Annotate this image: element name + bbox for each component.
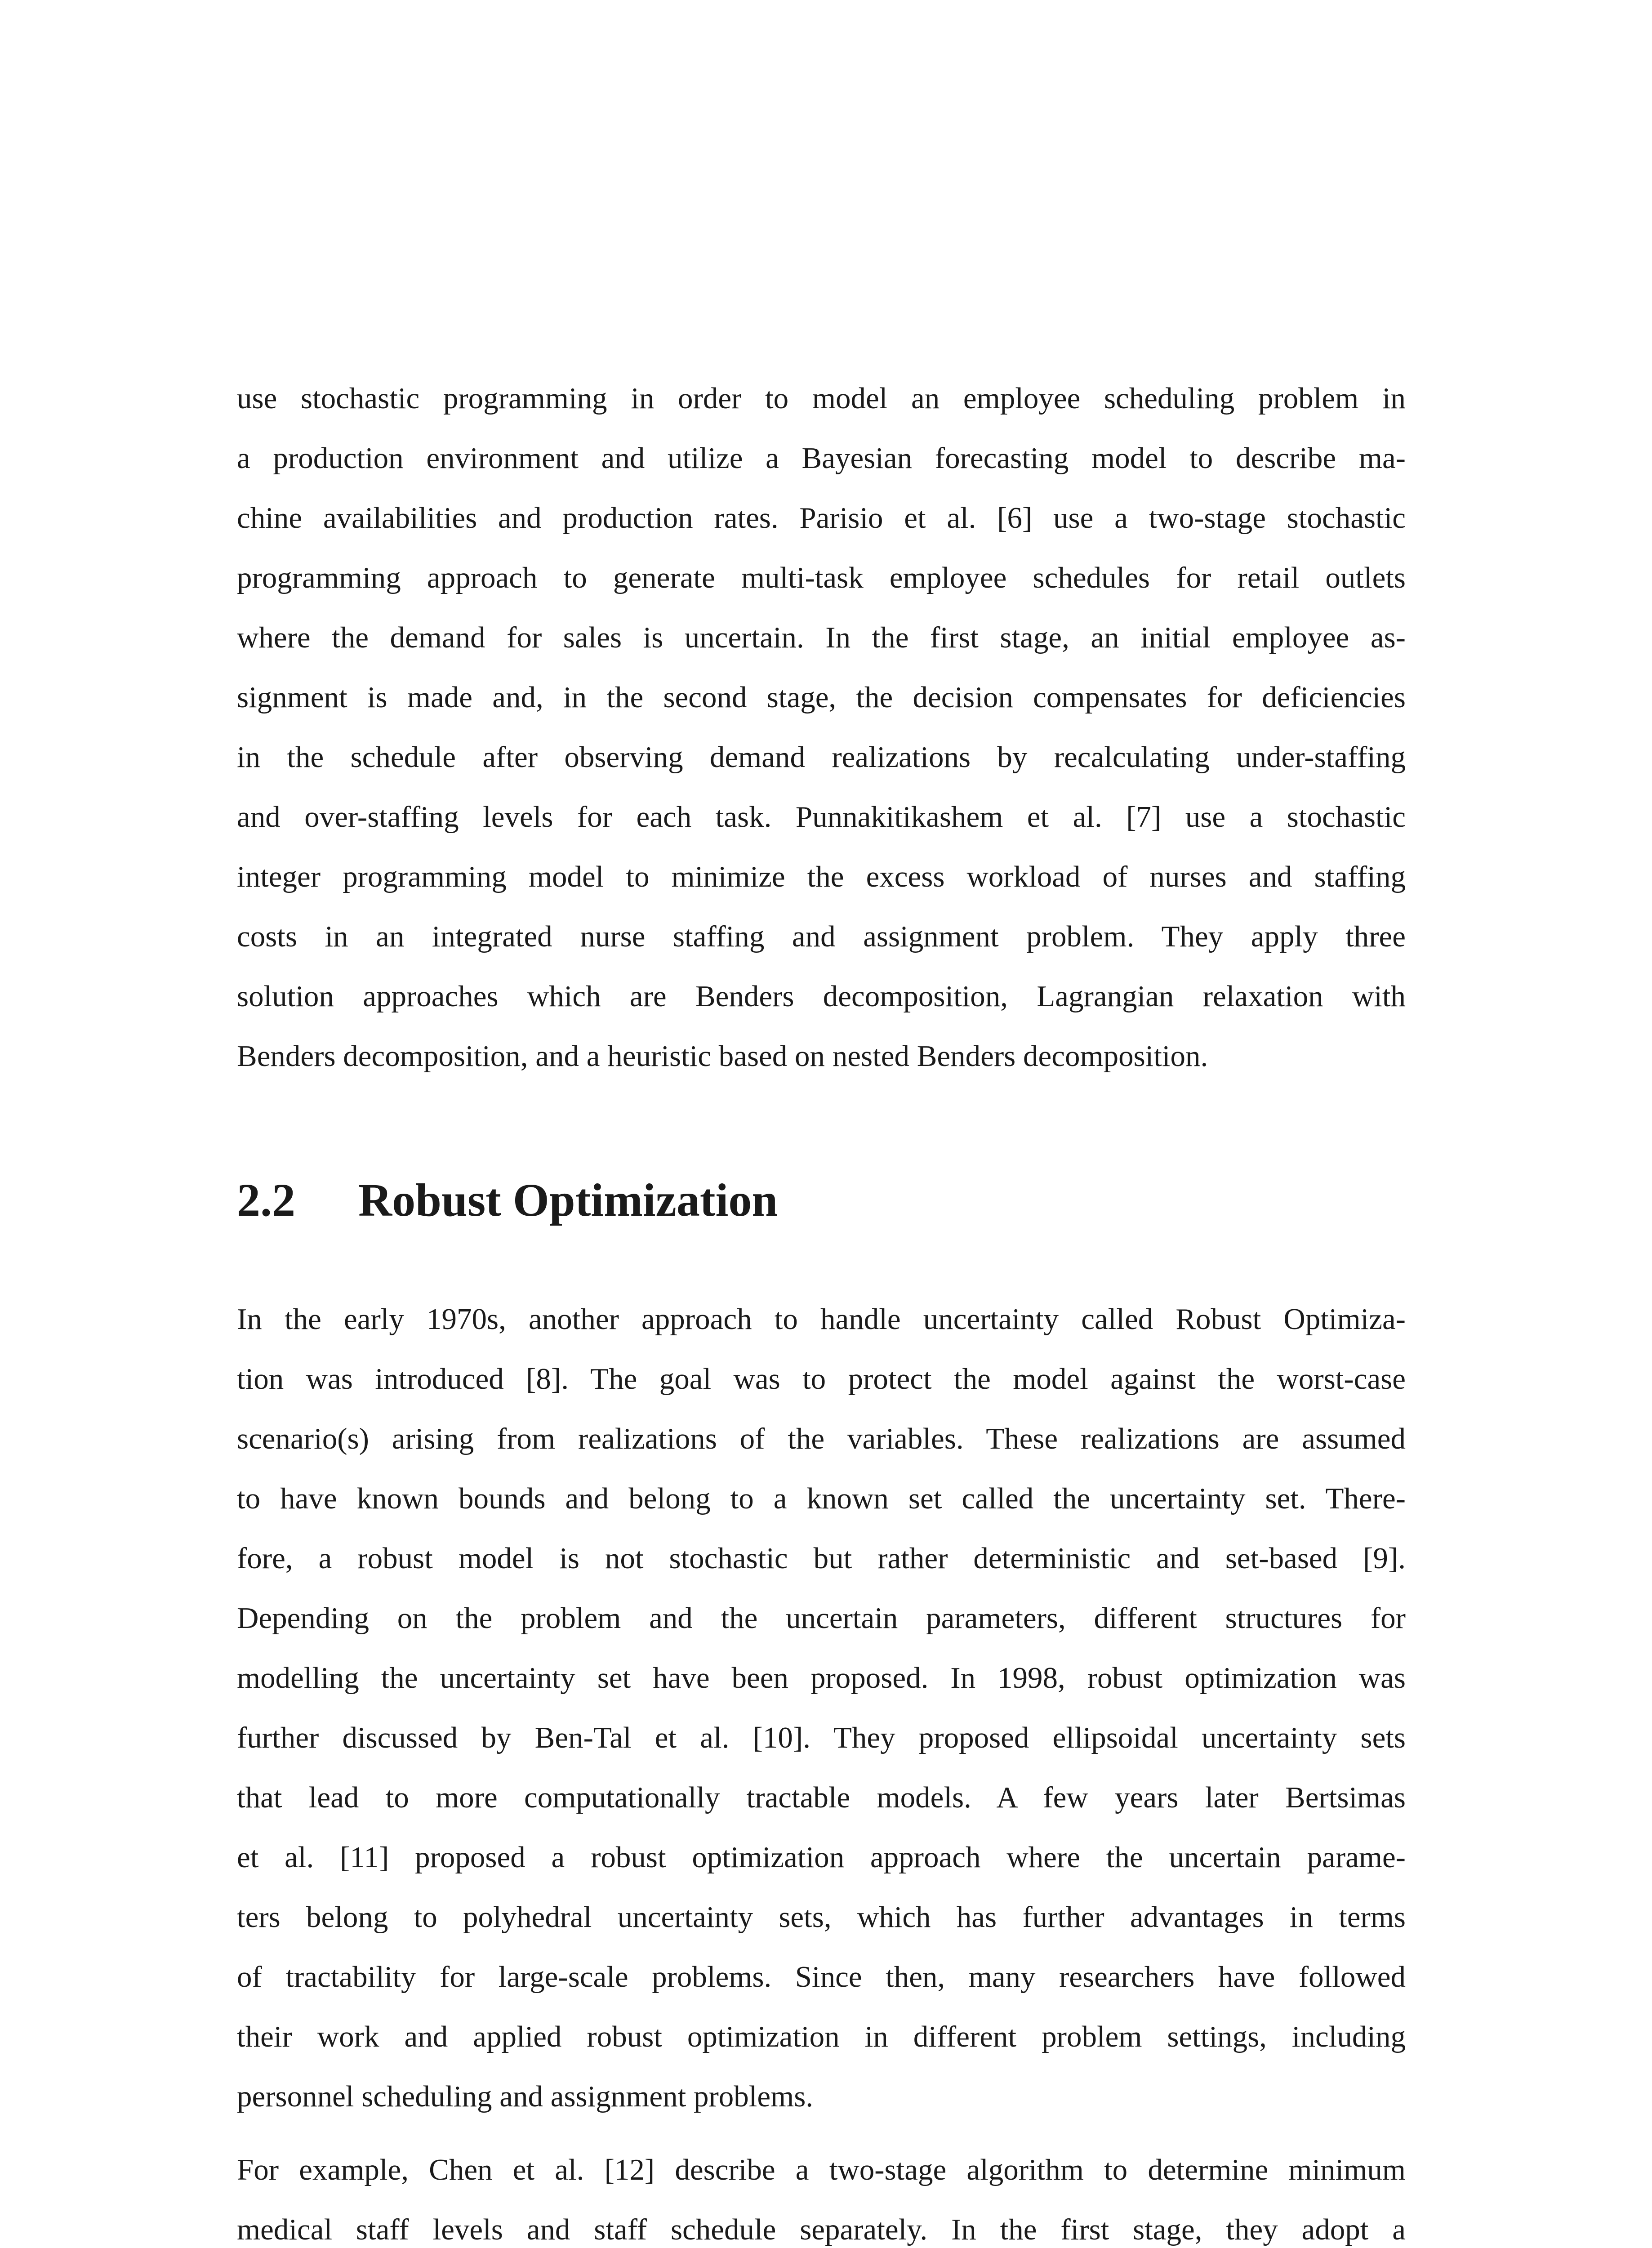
- section-title: Robust Optimization: [358, 1174, 778, 1226]
- paragraph-line: a production environment and utilize a Bayesian forecasting model to describe ma-: [237, 442, 1406, 475]
- paragraph-line: ters belong to polyhedral uncertainty sets, which has further advantages in terms: [237, 1900, 1406, 1934]
- paragraph-line: medical staff levels and staff schedule separately. In the first stage, they adopt a: [237, 2213, 1406, 2246]
- paragraph-line: signment is made and, in the second stage, the decision compensates for deficiencies: [237, 681, 1406, 714]
- paragraph-line: For example, Chen et al. [12] describe a two-stage algorithm to determine minimum: [237, 2153, 1406, 2186]
- paragraph-line: In the early 1970s, another approach to handle uncertainty called Robust Optimiza-: [237, 1302, 1406, 1336]
- paragraph-line: of tractability for large-scale problems. Since then, many researchers have followed: [237, 1960, 1406, 1994]
- paragraph-line: where the demand for sales is uncertain. In the first stage, an initial employee as-: [237, 621, 1406, 654]
- section-number: 2.2: [237, 1174, 295, 1226]
- paragraph-line: in the schedule after observing demand realizations by recalculating under-staffing: [237, 740, 1406, 774]
- paragraph-line: that lead to more computationally tractable models. A few years later Bertsimas: [237, 1781, 1406, 1814]
- section-heading: [237, 1173, 778, 1227]
- paragraph-line: solution approaches which are Benders decomposition, Lagrangian relaxation with: [237, 980, 1406, 1013]
- paragraph-line: fore, a robust model is not stochastic but rather deterministic and set-based [9].: [237, 1542, 1406, 1575]
- paragraph-line: use stochastic programming in order to model an employee scheduling problem in: [237, 382, 1406, 415]
- paragraph-line: Depending on the problem and the uncertain parameters, different structures for: [237, 1601, 1406, 1635]
- paragraph-line: modelling the uncertainty set have been proposed. In 1998, robust optimization was: [237, 1661, 1406, 1695]
- paragraph-line: tion was introduced [8]. The goal was to protect the model against the worst-case: [237, 1362, 1406, 1396]
- paragraph-line: programming approach to generate multi-task employee schedules for retail outlets: [237, 561, 1406, 594]
- paragraph-line: to have known bounds and belong to a known set called the uncertainty set. There-: [237, 1482, 1406, 1515]
- paragraph-line: integer programming model to minimize the excess workload of nurses and staffing: [237, 860, 1406, 893]
- paragraph-line: and over-staffing levels for each task. Punnakitikashem et al. [7] use a stochastic: [237, 800, 1406, 834]
- paragraph-line: further discussed by Ben-Tal et al. [10]. They proposed ellipsoidal uncertainty sets: [237, 1721, 1406, 1754]
- paragraph-line: chine availabilities and production rates. Parisio et al. [6] use a two-stage stochastic: [237, 501, 1406, 535]
- paragraph-line: costs in an integrated nurse staffing and assignment problem. They apply three: [237, 920, 1406, 953]
- paragraph-line: personnel scheduling and assignment problems.: [237, 2080, 814, 2113]
- paragraph-line: et al. [11] proposed a robust optimization approach where the uncertain parame-: [237, 1841, 1406, 1874]
- paragraph-line: their work and applied robust optimization in different problem settings, including: [237, 2020, 1406, 2053]
- paragraph-line: Benders decomposition, and a heuristic based on nested Benders decomposition.: [237, 1039, 1208, 1073]
- paragraph-line: scenario(s) arising from realizations of the variables. These realizations are assumed: [237, 1422, 1406, 1455]
